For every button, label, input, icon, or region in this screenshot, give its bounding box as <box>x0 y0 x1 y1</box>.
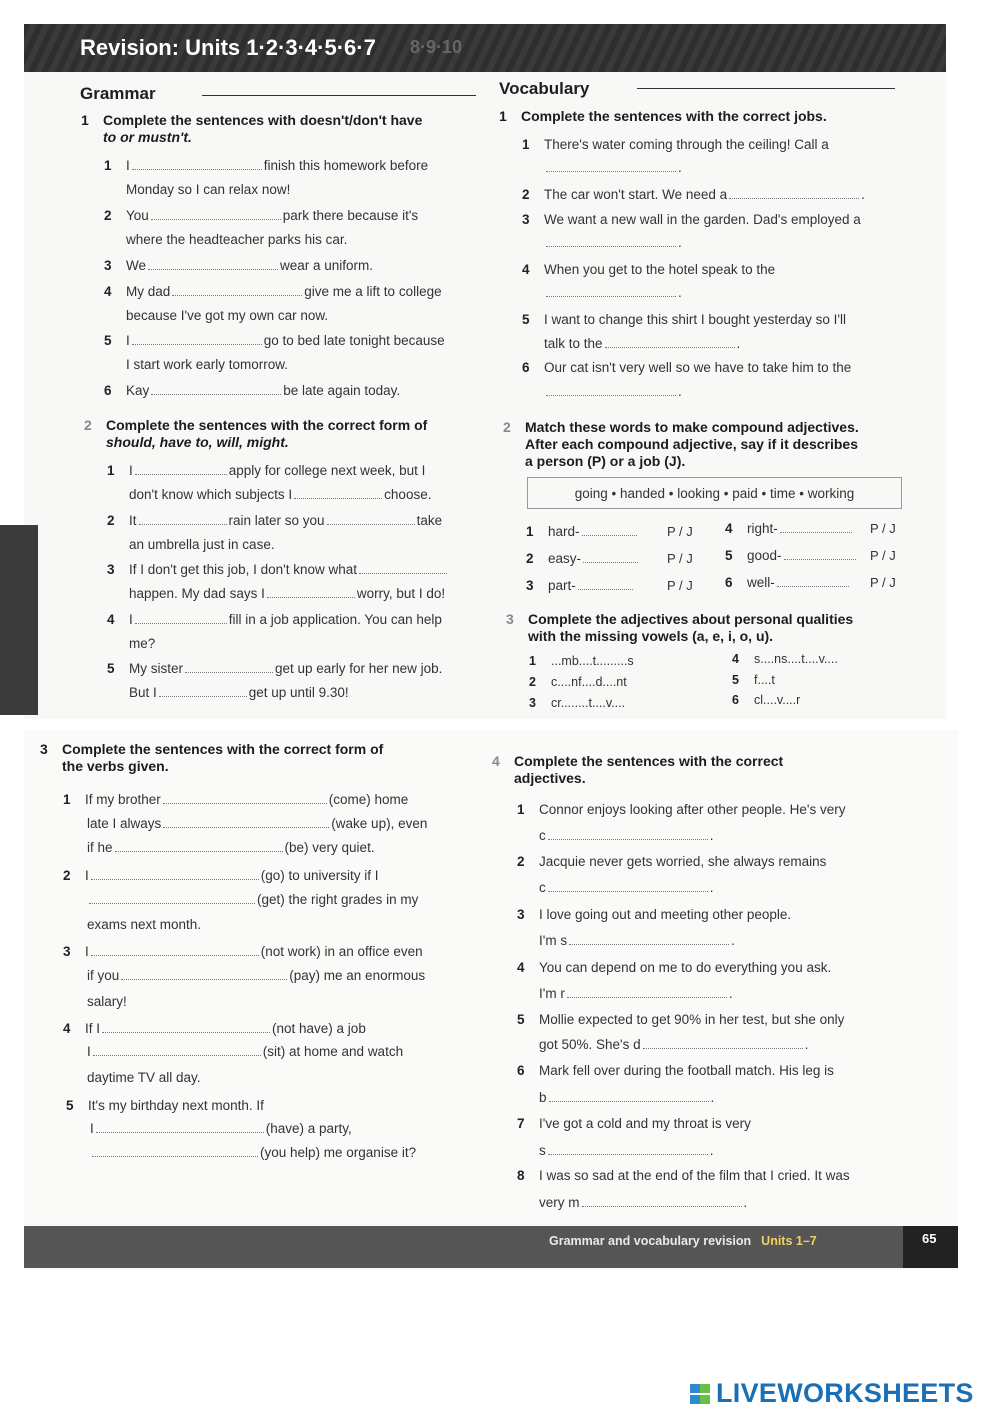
grammar-ex3-line: salary! <box>87 994 127 1009</box>
vowel-item[interactable]: 6 cl....v....r <box>732 693 801 707</box>
answer-gap[interactable] <box>91 868 259 880</box>
grammar-ex3-line: late I always (wake up), even <box>87 816 428 831</box>
grammar-ex3-line: exams next month. <box>87 917 202 932</box>
grammar-ex2-line: don't know which subjects I choose. <box>129 487 432 502</box>
liveworksheets-icon <box>690 1384 710 1404</box>
answer-gap[interactable] <box>294 487 382 499</box>
grammar-ex2-line: an umbrella just in case. <box>129 537 275 552</box>
grammar-ex2-line: 2 It rain later so you take <box>107 513 443 528</box>
answer-gap[interactable] <box>91 944 259 956</box>
vocab-ex4-gap-line: very m . <box>539 1195 748 1210</box>
vocab-ex1-line: talk to the . <box>544 336 741 351</box>
vocab-ex1-line: 5 I want to change this shirt I bought yesterday so I'll <box>522 312 846 327</box>
answer-gap[interactable] <box>780 521 852 533</box>
answer-gap[interactable] <box>115 840 283 852</box>
answer-gap[interactable] <box>89 892 255 904</box>
answer-gap[interactable] <box>583 551 638 563</box>
vocab-ex1-gap-line: . <box>544 285 682 301</box>
vocab-ex3-heading: 3 Complete the adjectives about personal qualities with the missing vowels (a, e, i, o, u). <box>506 611 854 644</box>
grammar-ex3-line: 5 It's my birthday next month. If <box>66 1098 264 1113</box>
grammar-ex2-line: 4 I fill in a job application. You can help <box>107 612 442 627</box>
vowel-item[interactable]: 5 f....t <box>732 673 775 687</box>
answer-gap[interactable] <box>185 661 273 673</box>
grammar-ex3-line: I (have) a party, <box>90 1121 352 1136</box>
vocab-ex4-line: 4 You can depend on me to do everything you ask. <box>517 960 832 975</box>
grammar-ex1-line: 3 We wear a uniform. <box>104 258 374 273</box>
grammar-ex1-line: because I've got my own car now. <box>126 308 329 323</box>
answer-gap[interactable] <box>151 383 281 395</box>
page-number: 65 <box>922 1231 937 1246</box>
grammar-ex2-line: 3 If I don't get this job, I don't know what <box>107 562 449 578</box>
vocab-ex4-gap-line: b . <box>539 1090 715 1105</box>
grammar-ex3-line: daytime TV all day. <box>87 1070 201 1085</box>
word-box: going • handed • looking • paid • time • working <box>527 477 902 509</box>
book-spine-shadow <box>0 525 38 715</box>
vocabulary-title: Vocabulary <box>499 79 590 98</box>
grammar-ex3-line: if you (pay) me an enormous <box>87 968 426 983</box>
compound-item: 3 part- <box>526 578 635 594</box>
answer-gap[interactable] <box>148 258 278 270</box>
answer-gap[interactable] <box>582 524 637 536</box>
vocab-ex1-gap-line: . <box>544 384 682 400</box>
grammar-ex3-line: 3 I (not work) in an office even <box>63 944 423 959</box>
vocab-ex4-line: 1 Connor enjoys looking after other people. He's very <box>517 802 846 817</box>
pj-choice[interactable]: P / J <box>870 575 896 590</box>
answer-gap[interactable] <box>582 1195 742 1207</box>
answer-gap[interactable] <box>151 208 281 220</box>
grammar-ex1-line: 4 My dad give me a lift to college <box>104 284 442 299</box>
answer-gap[interactable] <box>548 828 708 840</box>
answer-gap[interactable] <box>102 1021 270 1033</box>
answer-gap[interactable] <box>546 384 676 396</box>
grammar-ex1-line: Monday so I can relax now! <box>126 182 291 197</box>
answer-gap[interactable] <box>777 575 849 587</box>
vocab-ex4-gap-line: I'm s . <box>539 933 735 948</box>
vocab-ex1-gap-line: . <box>544 235 682 251</box>
grammar-ex2-line: me? <box>129 636 156 651</box>
vocab-ex4-gap-line: got 50%. She's d . <box>539 1037 809 1052</box>
answer-gap[interactable] <box>643 1037 803 1049</box>
answer-gap[interactable] <box>163 792 327 804</box>
answer-gap[interactable] <box>784 548 856 560</box>
answer-gap[interactable] <box>132 158 262 170</box>
grammar-ex3-line: 4 If I (not have) a job <box>63 1021 366 1036</box>
grammar-ex1-line: where the headteacher parks his car. <box>126 232 348 247</box>
liveworksheets-logo[interactable]: LIVEWORKSHEETS <box>690 1378 974 1409</box>
answer-gap[interactable] <box>172 284 302 296</box>
grammar-ex1-line: 6 Kay be late again today. <box>104 383 401 398</box>
vocab-ex1-heading: 1 Complete the sentences with the correct jobs. <box>499 108 827 124</box>
grammar-ex3-line: 2 I (go) to university if I <box>63 868 379 883</box>
answer-gap[interactable] <box>92 1145 258 1157</box>
answer-gap[interactable] <box>267 586 355 598</box>
grammar-rule <box>202 95 476 96</box>
grammar-ex2-line: happen. My dad says I worry, but I do! <box>129 586 446 601</box>
vowel-item[interactable]: 3 cr........t....v.... <box>529 696 626 710</box>
vocab-ex1-line: 3 We want a new wall in the garden. Dad's employed a <box>522 212 861 227</box>
vocab-ex1-gap-line: . <box>544 160 682 176</box>
vocabulary-rule <box>637 88 895 89</box>
grammar-ex3-heading: 3 Complete the sentences with the correct form of the verbs given. <box>40 741 384 774</box>
grammar-ex3-line: 1 If my brother (come) home <box>63 792 409 807</box>
page-title: Revision: Units 1·2·3·4·5·6·7 <box>80 35 376 60</box>
vocab-ex1-line: 6 Our cat isn't very well so we have to take him to the <box>522 360 852 375</box>
answer-gap[interactable] <box>327 513 415 525</box>
compound-item: 1 hard- <box>526 524 639 540</box>
answer-gap[interactable] <box>121 968 287 980</box>
answer-gap[interactable] <box>159 685 247 697</box>
vocab-ex4-line: 5 Mollie expected to get 90% in her test, but she only <box>517 1012 845 1027</box>
answer-gap[interactable] <box>359 562 447 574</box>
answer-gap[interactable] <box>163 816 329 828</box>
answer-gap[interactable] <box>546 285 676 297</box>
grammar-ex2-line: 1 I apply for college next week, but I <box>107 463 426 478</box>
grammar-ex3-line: I (sit) at home and watch <box>87 1044 404 1059</box>
answer-gap[interactable] <box>139 513 227 525</box>
answer-gap[interactable] <box>132 333 262 345</box>
vocab-ex4-line: 2 Jacquie never gets worried, she always remains <box>517 854 827 869</box>
compound-item: 2 easy- <box>526 551 640 567</box>
pj-choice[interactable]: P / J <box>870 521 896 536</box>
pj-choice[interactable]: P / J <box>870 548 896 563</box>
vocab-ex4-gap-line: c . <box>539 880 714 895</box>
compound-item: 4 right- <box>725 521 854 537</box>
answer-gap[interactable] <box>548 880 708 892</box>
answer-gap[interactable] <box>546 235 676 247</box>
answer-gap[interactable] <box>578 578 633 590</box>
grammar-ex1-line: 1 I finish this homework before <box>104 158 429 173</box>
answer-gap[interactable] <box>729 187 859 199</box>
grammar-ex1-line: I start work early tomorrow. <box>126 357 289 372</box>
grammar-ex1-line: 2 You park there because it's <box>104 208 419 223</box>
vocab-ex2-heading: 2 Match these words to make compound adjectives. After each compound adjective, say if it describes a person (P) or a job (J). <box>503 419 859 469</box>
answer-gap[interactable] <box>605 336 735 348</box>
page-title-faded-units: 8·9·10 <box>410 37 463 57</box>
vocab-ex1-line: 4 When you get to the hotel speak to the <box>522 262 776 277</box>
pj-choice[interactable]: P / J <box>667 524 693 539</box>
footer-bar <box>24 1226 958 1268</box>
vowel-item[interactable]: 4 s....ns....t....v.... <box>732 652 838 666</box>
grammar-ex2-line: 5 My sister get up early for her new job. <box>107 661 443 676</box>
answer-gap[interactable] <box>96 1121 264 1133</box>
vocab-ex4-line: 8 I was so sad at the end of the film that I cried. It was <box>517 1168 850 1183</box>
vocab-ex4-line: 7 I've got a cold and my throat is very <box>517 1116 751 1131</box>
vocab-ex1-line: 1 There's water coming through the ceiling! Call a <box>522 137 829 152</box>
vocab-ex4-gap-line: s . <box>539 1143 714 1158</box>
answer-gap[interactable] <box>569 933 729 945</box>
answer-gap[interactable] <box>135 612 227 624</box>
vocab-ex4-line: 6 Mark fell over during the football match. His leg is <box>517 1063 834 1078</box>
vocab-ex1-line: 2 The car won't start. We need a . <box>522 187 865 202</box>
pj-choice[interactable]: P / J <box>667 578 693 593</box>
vocab-ex4-gap-line: I'm r . <box>539 986 733 1001</box>
grammar-ex3-line: (you help) me organise it? <box>90 1145 416 1161</box>
vocab-ex4-line: 3 I love going out and meeting other people. <box>517 907 792 922</box>
grammar-ex1-line: 5 I go to bed late tonight because <box>104 333 445 348</box>
answer-gap[interactable] <box>548 1143 708 1155</box>
answer-gap[interactable] <box>567 986 727 998</box>
vocab-ex4-heading: 4 Complete the sentences with the correct adjectives. <box>492 753 784 786</box>
vocab-ex4-gap-line: c . <box>539 828 714 843</box>
pj-choice[interactable]: P / J <box>667 551 693 566</box>
vowel-item[interactable]: 1 ...mb....t.........s <box>529 654 634 668</box>
answer-gap[interactable] <box>546 160 676 172</box>
footer-label: Grammar and vocabulary revision Units 1–7 <box>549 1234 817 1248</box>
grammar-title: Grammar <box>80 84 156 103</box>
compound-item: 6 well- <box>725 575 851 591</box>
grammar-ex3-line: (get) the right grades in my <box>87 892 418 908</box>
answer-gap[interactable] <box>549 1090 709 1102</box>
grammar-ex2-heading: 2 Complete the sentences with the correct form of should, have to, will, might. <box>84 417 428 450</box>
grammar-ex3-line: if he (be) very quiet. <box>87 840 375 855</box>
vowel-item[interactable]: 2 c....nf....d....nt <box>529 675 627 689</box>
grammar-ex1-heading: 1 Complete the sentences with doesn't/don't have to or mustn't. <box>81 112 423 145</box>
compound-item: 5 good- <box>725 548 858 564</box>
answer-gap[interactable] <box>93 1044 261 1056</box>
grammar-ex2-line: But I get up until 9.30! <box>129 685 349 700</box>
answer-gap[interactable] <box>135 463 227 475</box>
